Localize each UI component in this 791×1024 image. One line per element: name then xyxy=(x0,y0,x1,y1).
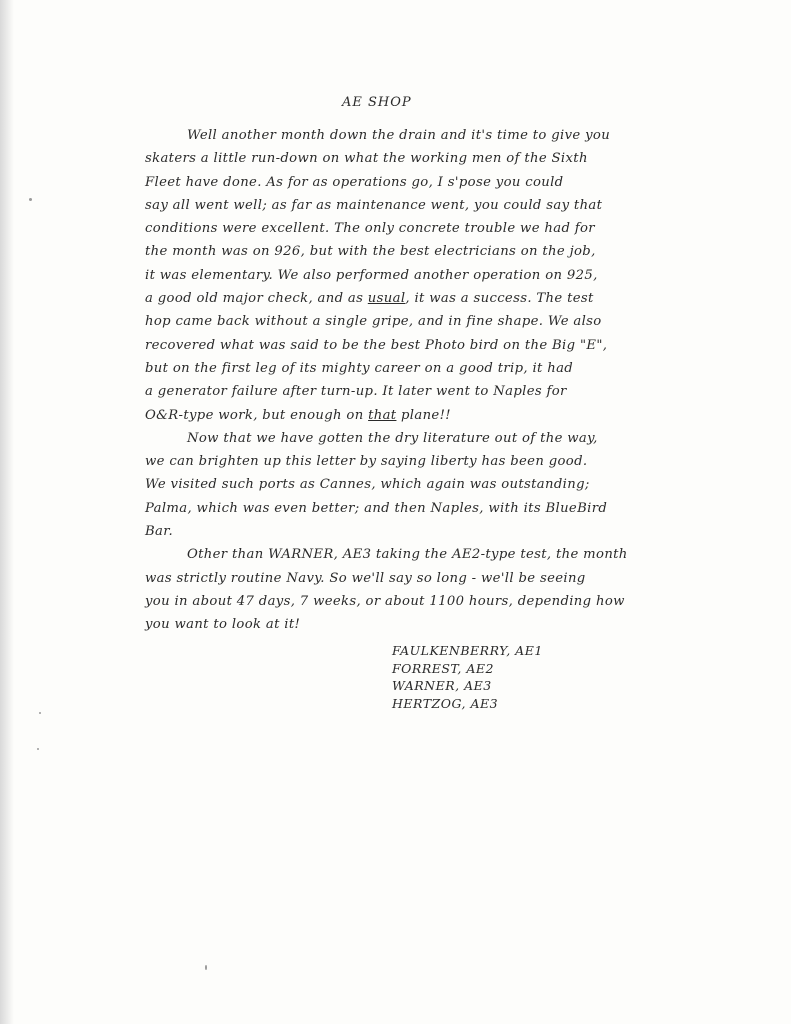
text-line: you in about 47 days, 7 weeks, or about 1100 hours, depending how xyxy=(145,593,625,609)
text-line: you want to look at it! xyxy=(145,617,301,633)
text-line: a good old major check, and as usual, it was a success. The test xyxy=(145,291,594,307)
text-line: O&R-type work, but enough on that plane!! xyxy=(145,407,451,423)
underlined-word: usual xyxy=(367,291,406,307)
scan-speck xyxy=(39,712,41,714)
signature-line: WARNER, AE3 xyxy=(392,678,492,693)
text-line: Now that we have gotten the dry literature out of the way, xyxy=(187,430,598,446)
text-line: We visited such ports as Cannes, which again was outstanding; xyxy=(145,477,590,493)
text-line: Palma, which was even better; and then Naples, with its BlueBird xyxy=(145,500,608,516)
text-line: recovered what was said to be the best Photo bird on the Big "E", xyxy=(145,337,608,353)
signature-line: FAULKENBERRY, AE1 xyxy=(392,643,543,658)
text-line: it was elementary. We also performed another operation on 925, xyxy=(145,267,598,283)
underlined-word: that xyxy=(368,407,397,423)
text-line: Bar. xyxy=(145,524,173,540)
text-line: conditions were excellent. The only concrete trouble we had for xyxy=(145,221,595,237)
text-line: Well another month down the drain and it's time to give you xyxy=(187,128,611,143)
document-body xyxy=(145,124,715,637)
document-title: AE SHOP xyxy=(342,95,412,110)
text-line: Other than WARNER, AE3 taking the AE2-type test, the month xyxy=(187,547,628,563)
text-line: skaters a little run-down on what the working men of the Sixth xyxy=(145,151,588,167)
text-line: hop came back without a single gripe, and in fine shape. We also xyxy=(145,314,602,330)
signature-block xyxy=(392,642,543,712)
signature-line: FORREST, AE2 xyxy=(392,660,494,676)
scan-speck xyxy=(205,965,207,970)
text-line: say all went well; as far as maintenance went, you could say that xyxy=(145,197,603,213)
scan-speck xyxy=(37,748,39,750)
text-line: a generator failure after turn-up. It later went to Naples for xyxy=(145,384,567,400)
text-line: we can brighten up this letter by saying liberty has been good. xyxy=(145,454,588,470)
text-line: was strictly routine Navy. So we'll say so long - we'll be seeing xyxy=(145,570,586,586)
page-shadow-edge xyxy=(0,0,14,1024)
text-line: the month was on 926, but with the best electricians on the job, xyxy=(145,244,596,260)
text-line: but on the first leg of its mighty career on a good trip, it had xyxy=(145,360,574,376)
scan-speck xyxy=(29,198,32,201)
signature-line: HERTZOG, AE3 xyxy=(392,695,499,711)
text-line: Fleet have done. As for as operations go, I s'pose you could xyxy=(145,174,564,190)
